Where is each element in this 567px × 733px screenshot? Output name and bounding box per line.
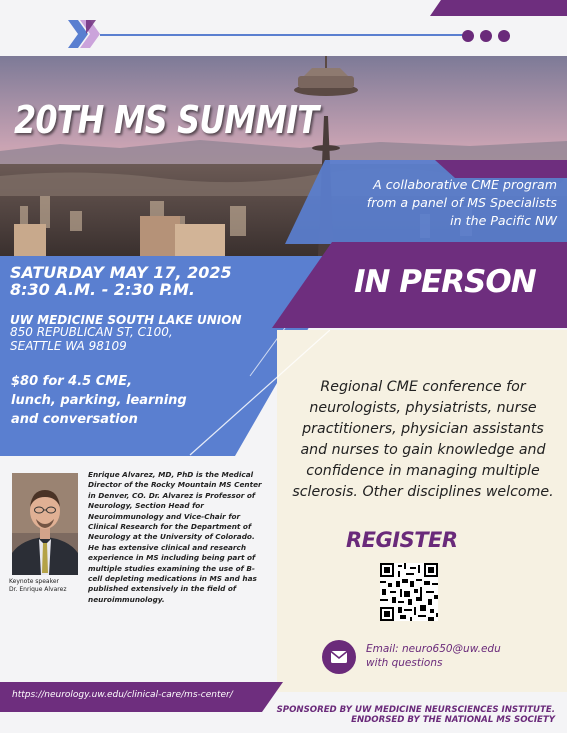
corner-accent (430, 0, 567, 16)
header-dot (480, 30, 492, 42)
in-person-label: IN PERSON (354, 264, 536, 300)
event-description: Regional CME conference for neurologists, physiatrists, nurse practitioners, physician assistants and nurses to gain knowledge and confidence in managing multiple sclerosis. Other disciplines welcome. (292, 379, 554, 500)
mail-button[interactable] (322, 640, 356, 674)
event-title: 20TH MS SUMMIT (14, 98, 319, 142)
price-line: and conversation (11, 412, 138, 427)
price-line: lunch, parking, learning (11, 393, 187, 408)
envelope-icon (322, 640, 356, 674)
venue-address (10, 326, 173, 353)
sponsor-text (277, 705, 555, 725)
register-heading[interactable]: REGISTER (346, 528, 458, 552)
header-rule (100, 34, 468, 36)
caption-line: Dr. Enrique Alvarez (9, 585, 67, 593)
contact-email[interactable] (366, 642, 501, 670)
email-line[interactable]: Email: neuro650@uw.edu (366, 643, 501, 655)
website-link[interactable]: https://neurology.uw.edu/clinical-care/ms-center/ (12, 690, 233, 700)
price-line: $80 for 4.5 CME, (11, 374, 133, 389)
caption-line: Keynote speaker (9, 578, 60, 585)
speaker-caption (9, 578, 87, 593)
qr-code-icon[interactable] (380, 563, 438, 621)
sponsor-line: SPONSORED BY UW MEDICINE NEURSCIENCES INSTITUTE. (276, 705, 555, 715)
speaker-photo (12, 473, 78, 575)
address-line: 850 REPUBLICAN ST, C100, (10, 325, 173, 339)
sponsor-line: ENDORSED BY THE NATIONAL MS SOCIETY (351, 715, 555, 725)
event-time-line: 8:30 A.M. - 2:30 P.M. (10, 280, 195, 299)
email-line-2: with questions (366, 657, 443, 669)
collab-line: from a panel of MS Specialists (366, 195, 557, 210)
address-line: SEATTLE WA 98109 (10, 338, 127, 353)
collab-text (297, 176, 557, 230)
header-dot (462, 30, 474, 42)
collab-line: A collaborative CME program (373, 177, 557, 192)
speaker-bio: Enrique Alvarez, MD, PhD is the Medical Director of the Rocky Mountain MS Center in Denver, CO. Dr. Alvarez is Professor of Neurology, Section Head for Neuroimmunology and Vice-Chair for Clinical Research for the Department of Neurology at the University of Colorado. He has extensive clinical and research experience in MS including being part of multiple studies examining the use of B-cell depleting medications in MS and has published extensively in the field of neuroimmunology. (88, 470, 262, 604)
event-date-line: SATURDAY MAY 17, 2025 (10, 263, 232, 282)
collab-line: in the Pacific NW (450, 213, 557, 228)
event-date (10, 264, 232, 298)
venue-name: UW MEDICINE SOUTH LAKE UNION (10, 313, 242, 327)
header-dot (498, 30, 510, 42)
